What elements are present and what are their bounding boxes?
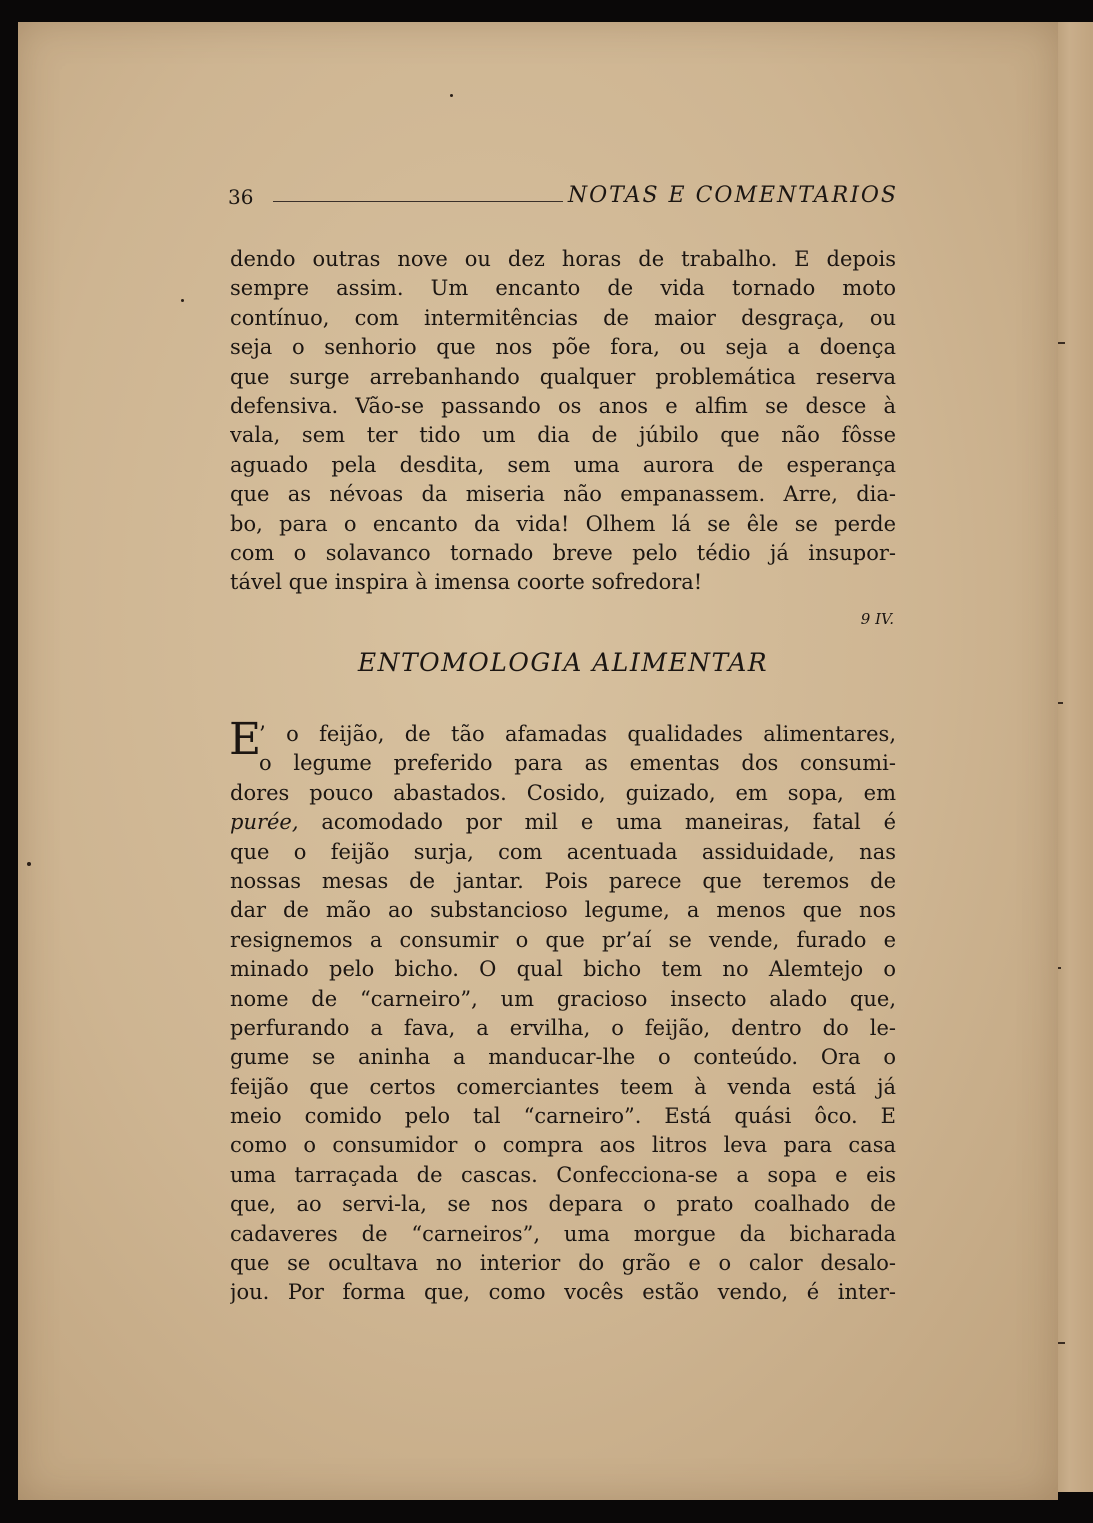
facing-page-edge	[1052, 22, 1093, 1492]
date-signature: 9 IV.	[860, 610, 894, 628]
article-paragraph	[229, 714, 896, 1308]
text-line: que, ao servi-la, se nos depara o prato coalhado de	[230, 1192, 896, 1217]
text-line: minado pelo bicho. O qual bicho tem no Alemtejo o	[230, 957, 896, 982]
text-line	[230, 808, 896, 837]
text-line: nossas mesas de jantar. Pois parece que teremos de	[230, 868, 896, 893]
paper-speck	[181, 299, 184, 302]
text-line: bo, para o encanto da vida! Olhem lá se êle se perde	[230, 511, 896, 536]
text-line: contínuo, com intermitências de maior desgraça, ou	[230, 305, 896, 330]
text-line: sempre assim. Um encanto de vida tornado moto	[230, 276, 896, 301]
text-line: que as névoas da miseria não empanassem. Arre, dia-	[230, 482, 896, 507]
text-line: aguado pela desdita, sem uma aurora de esperança	[230, 452, 896, 477]
text-line: que surge arrebanhando qualquer problemática reserva	[230, 364, 896, 389]
text-segment: acomodado por mil e uma maneiras, fatal é	[298, 810, 896, 835]
section-title: ENTOMOLOGIA ALIMENTAR	[357, 648, 769, 677]
text-line: perfurando a fava, a ervilha, o feijão, dentro do le-	[230, 1015, 896, 1040]
header-rule	[273, 201, 563, 202]
text-line: o legume preferido para as ementas dos consumi-	[259, 751, 896, 776]
paper-speck	[450, 94, 453, 97]
running-title: NOTAS E COMENTARIOS	[567, 183, 898, 208]
paper-speck	[27, 862, 31, 866]
text-line: jou. Por forma que, como vocês estão vendo, é inter-	[230, 1280, 896, 1305]
continued-paragraph	[230, 245, 896, 598]
text-line: que se ocultava no interior do grão e o calor desalo-	[230, 1251, 896, 1276]
running-head	[228, 183, 898, 213]
drop-cap: E	[229, 714, 262, 765]
text-line: gume se aninha a manducar-lhe o conteúdo. Ora o	[230, 1045, 896, 1070]
text-line: uma tarraçada de cascas. Confecciona-se a sopa e eis	[230, 1162, 896, 1187]
text-line: dar de mão ao substancioso legume, a menos que nos	[230, 898, 896, 923]
text-line: vala, sem ter tido um dia de júbilo que não fôsse	[230, 423, 896, 448]
text-line: feijão que certos comerciantes teem à venda está já	[230, 1074, 896, 1099]
text-line: seja o senhorio que nos põe fora, ou seja a doença	[230, 335, 896, 360]
text-line: como o consumidor o compra aos litros leva para casa	[230, 1133, 896, 1158]
text-line: ’ o feijão, de tão afamadas qualidades alimentares,	[259, 722, 896, 746]
text-line: com o solavanco tornado breve pelo tédio já insupor-	[230, 540, 896, 565]
page-number: 36	[228, 185, 254, 209]
text-line: cadaveres de “carneiros”, uma morgue da bicharada	[230, 1221, 896, 1246]
text-line: que o feijão surja, com acentuada assiduidade, nas	[230, 839, 896, 864]
text-line: dendo outras nove ou dez horas de trabalho. E depois	[230, 247, 896, 271]
text-line: defensiva. Vão-se passando os anos e alfim se desce à	[230, 393, 896, 418]
text-line: nome de “carneiro”, um gracioso insecto alado que,	[230, 986, 896, 1011]
italic-word: purée,	[230, 810, 299, 835]
text-line: dores pouco abastados. Cosido, guizado, em sopa, em	[230, 780, 896, 805]
text-line: resignemos a consumir o que pr’aí se vende, furado e	[230, 927, 896, 952]
text-line: tável que inspira à imensa coorte sofredora!	[230, 570, 703, 595]
text-line: meio comido pelo tal “carneiro”. Está quási ôco. E	[230, 1104, 896, 1129]
